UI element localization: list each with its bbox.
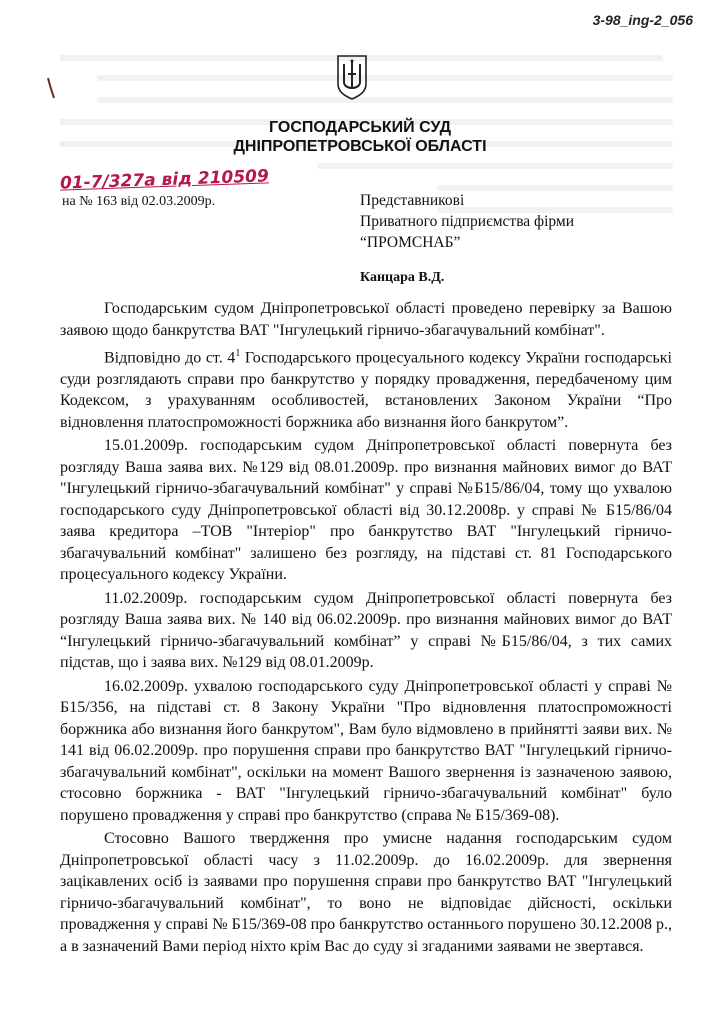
- paragraph-2-rest: Господарського процесуального кодексу України господарські суди розглядають справи про банкрутство у порядку провадження, передбаченому цим Кодексом, з урахуванням особливостей, встановлених Законом України “Про відновлення платоспроможності боржника або визнання його банкрутом”.: [60, 349, 672, 431]
- reference-line: на № 163 від 02.03.2009р.: [62, 194, 216, 209]
- addressee-name: Канцара В.Д.: [360, 270, 445, 285]
- paragraph-5: 16.02.2009р. ухвалою господарського суду Дніпропетровської області у справі № Б15/356, на підставі ст. 8 Закону України "Про відновлення платоспроможності боржника або визнання його банкрутом", Вам було відмовлено в прийнятті заяви вих. № 141 від 06.02.2009р. про порушення справи про банкрутство ВАТ "Інгулецький гірничо-збагачувальний комбінат", оскільки на момент Вашого звернення із зазначеною заявою, стосовно боржника - ВАТ "Інгулецький гірничо-збагачувальний комбінат" було порушено провадження у справі про банкрутство (справа № Б15/369-08).: [60, 677, 672, 824]
- paragraph-1: Господарським судом Дніпропетровської області проведено перевірку за Вашою заявою щодо банкрутства ВАТ "Інгулецький гірничо-збагачувальний комбінат".: [60, 300, 672, 339]
- pen-tick-icon: [40, 72, 70, 102]
- article-superscript: 1: [235, 348, 241, 359]
- paragraph-4: 11.02.2009р. господарським судом Дніпропетровської області повернута без розгляду Ваша заява вих. № 140 від 06.02.2009р. про визнання майнових вимог до ВАТ “Інгулецький гірничо-збагачувальний комбінат” у справі №Б15/86/04, з тих самих підстав, що і заява вих. №129 від 08.01.2009р.: [60, 589, 672, 672]
- handwritten-reference: 01-7/327а від 210509: [59, 166, 270, 194]
- paragraph-6: Стосовно Вашого твердження про умисне надання господарським судом Дніпропетровської області часу з 11.02.2009р. до 16.02.2009р. для звернення зацікавлених осіб із заявами про порушення справи про банкрутство ВАТ "Інгулецький гірничо-збагачувальний комбінат", то воно не відповідає дійсності, оскільки провадження у справі № Б15/369-08 про банкрутство останнього порушено 30.12.2008 р., а в зазначений Вами період ніхто крім Вас до суду зі згаданими заявами не звертався.: [60, 830, 672, 955]
- document-id: 3-98_ing-2_056: [592, 12, 693, 28]
- court-title-line2: ДНІПРОПЕТРОВСЬКОЇ ОБЛАСТІ: [233, 138, 487, 155]
- addressee-line1: Представникові: [360, 192, 465, 209]
- letter-body: [60, 298, 672, 959]
- paragraph-2: [60, 343, 672, 433]
- paragraph-3: 15.01.2009р. господарським судом Дніпропетровської області повернута без розгляду Ваша заява вих. №129 від 08.01.2009р. про визнання майнових вимог до ВАТ "Інгулецький гірничо-збагачувальний комбінат" у справі №Б15/86/04, тому що ухвалою господарського суду Дніпропетровської області від 30.12.2008р. у справі № Б15/86/04 заява кредитора –ТОВ "Інтеріор" про банкрутство ВАТ "Інгулецький гірничо-збагачувальний комбінат" залишено без розгляду, на підставі ст. 81 Господарського процесуального кодексу України.: [60, 437, 672, 584]
- addressee-line2: Приватного підприємства фірми: [360, 213, 575, 230]
- addressee-block: [360, 190, 574, 288]
- court-title-line1: ГОСПОДАРСЬКИЙ СУД: [269, 119, 451, 136]
- trident-emblem-icon: [335, 54, 369, 100]
- addressee-line3: “ПРОМСНАБ”: [360, 234, 461, 251]
- paragraph-2-start: Відповідно до ст. 4: [104, 349, 236, 367]
- court-title: [195, 118, 525, 156]
